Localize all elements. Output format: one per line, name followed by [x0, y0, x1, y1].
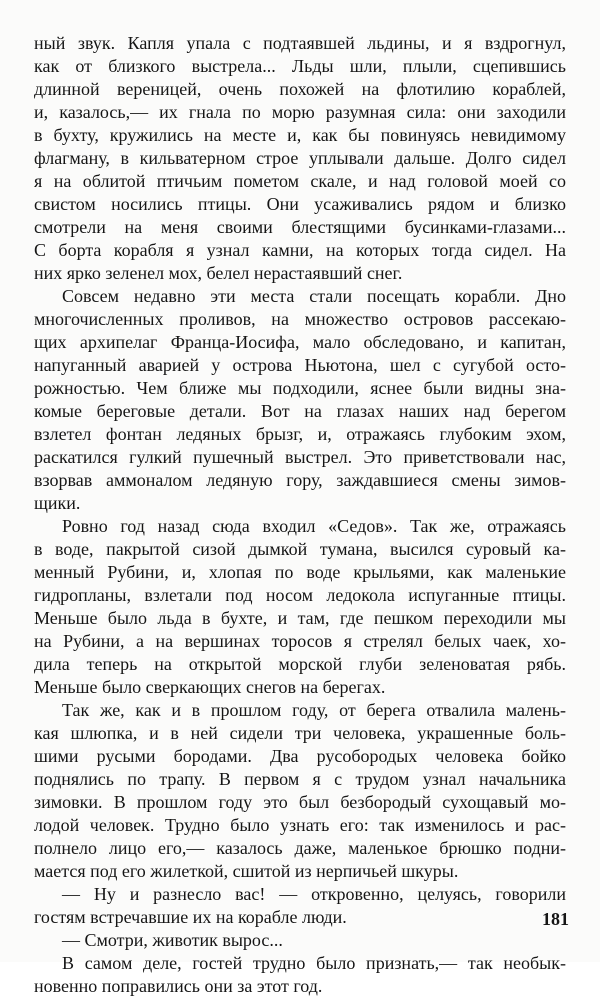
text-line: взлетел фонтан ледяных брызг, и, отражаясь глубоким эхом, — [34, 424, 566, 444]
text-line: шими русыми бородами. Два русобородых человека бойко — [34, 746, 566, 766]
text-line: дила теперь на открытой морской глуби зеленоватая рябь. — [34, 654, 566, 674]
text-line: мается под его жилеткой, сшитой из нерпичьей шкуры. — [34, 861, 459, 881]
text-line: С борта корабля я узнал камни, на которых тогда сидел. На — [34, 240, 566, 260]
paragraph — [34, 883, 566, 929]
text-line: длинной вереницей, очень похожей на флотилию кораблей, — [34, 79, 566, 99]
text-line: как от близкого выстрела... Льды шли, плыли, сцепившись — [34, 56, 566, 76]
text-line: Ровно год назад сюда входил «Седов». Так же, отражаясь — [62, 516, 566, 536]
text-line: смотрели на меня своими блестящими бусинками-глазами... — [34, 217, 566, 237]
page-number: 181 — [542, 909, 569, 929]
text-line: гидропланы, взлетали под носом ледокола испуганные птицы. — [34, 585, 566, 605]
text-line: В самом деле, гостей трудно было признать,— так необык- — [62, 953, 566, 973]
paragraph — [34, 515, 566, 699]
text-line: полнело лицо его,— казалось даже, маленькое брюшко подни- — [34, 838, 566, 858]
paragraph — [34, 929, 566, 952]
text-line: и, казалось,— их гнала по морю разумная сила: они заходили — [34, 102, 566, 122]
text-line: напуганный аварией у острова Ньютона, шел с сугубой осто- — [34, 355, 566, 375]
text-line: кая шлюпка, и в ней сидели три человека, украшенные боль- — [34, 723, 566, 743]
text-line: взорвав аммоналом ледяную гору, заждавшиеся смены зимов- — [34, 470, 566, 490]
text-line: них ярко зеленел мох, белел нерастаявший снег. — [34, 263, 403, 283]
text-line: рожностью. Чем ближе мы подходили, яснее были видны зна- — [34, 378, 566, 398]
body-text — [34, 32, 566, 998]
text-line: Меньше было льда в бухте, и там, где пешком переходили мы — [34, 608, 566, 628]
text-line: щики. — [34, 493, 81, 513]
text-line: зимовки. В прошлом году это был безбородый сухощавый мо- — [34, 792, 566, 812]
text-line: лодой человек. Трудно было узнать его: так изменилось и рас- — [34, 815, 566, 835]
text-line: гостям встречавшие их на корабле люди. — [34, 907, 347, 927]
text-line: щих архипелаг Франца-Иосифа, мало обследовано, и капитан, — [34, 332, 566, 352]
text-line: Так же, как и в прошлом году, от берега отвалила малень- — [62, 700, 566, 720]
text-line: комые береговые детали. Вот на глазах наших над берегом — [34, 401, 566, 421]
text-line: Меньше было сверкающих снегов на берегах. — [34, 677, 386, 697]
text-line: на Рубини, а на вершинах торосов я стрелял белых чаек, хо- — [34, 631, 566, 651]
text-line: я на облитой птичьим пометом скале, и над головой моей со — [34, 171, 566, 191]
text-line: Совсем недавно эти места стали посещать корабли. Дно — [62, 286, 566, 306]
paragraph — [34, 285, 566, 515]
text-line: ный звук. Капля упала с подтаявшей льдины, и я вздрогнул, — [34, 33, 566, 53]
text-line: новенно поправились они за этот год. — [34, 976, 323, 996]
paragraph — [34, 32, 566, 285]
text-line: раскатился гулкий пушечный выстрел. Это приветствовали нас, — [34, 447, 566, 467]
text-line: в бухту, кружились на месте и, как бы повинуясь невидимому — [34, 125, 566, 145]
paragraph — [34, 952, 566, 998]
text-line: — Смотри, животик вырос... — [62, 930, 283, 950]
text-line: свистом носились птицы. Они усаживались рядом и близко — [34, 194, 566, 214]
text-line: — Ну и разнесло вас! — откровенно, целуясь, говорили — [62, 884, 566, 904]
text-line: менный Рубини, и, хлопая по воде крыльями, как маленькие — [34, 562, 566, 582]
text-line: многочисленных проливов, на множество островов рассекаю- — [34, 309, 566, 329]
text-line: в воде, пакрытой сизой дымкой тумана, высился суровый ка- — [34, 539, 566, 559]
paragraph — [34, 699, 566, 883]
text-line: флагману, в кильватерном строе уплывали дальше. Долго сидел — [34, 148, 566, 168]
text-line: поднялись по трапу. В первом я с трудом узнал начальника — [34, 769, 566, 789]
